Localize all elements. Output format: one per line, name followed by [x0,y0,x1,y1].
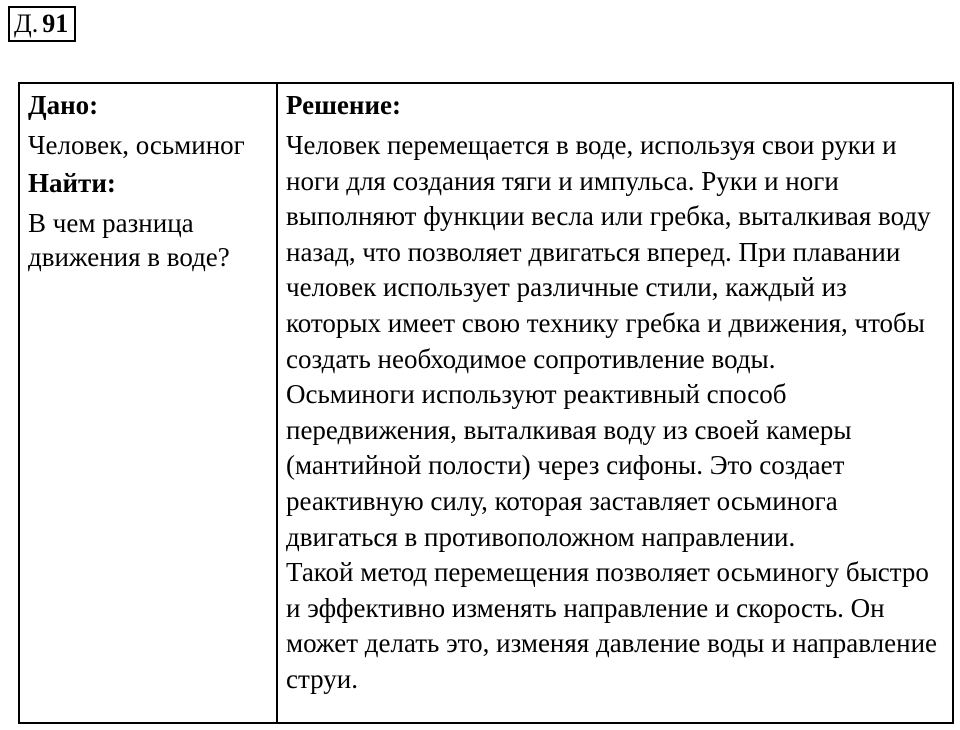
solution-paragraph: Такой метод перемещения позволяет осьминогу быстро и эффективно изменять направление и скорость. Он может делать это, изменяя давление воды и направление струи. [286,557,938,694]
task-prefix: Д. [14,9,39,38]
task-number: 91 [42,9,69,38]
solution-text [286,128,944,698]
given-heading: Дано: [28,90,99,120]
solution-paragraph: Осьминоги используют реактивный способ передвижения, выталкивая воду из своей камеры (мантийной полости) через сифоны. Это создает реактивную силу, которая заставляет осьминога двигаться в противоположном направлении. [286,379,852,552]
task-table [18,82,954,724]
find-heading: Найти: [28,168,116,198]
solution-paragraph: Человек перемещается в воде, используя свои руки и ноги для создания тяги и импульса. Руки и ноги выполняют функции весла или гребка, выталкивая воду назад, что позволяет двигаться вперед. При плавании человек использует различные стили, каждый из которых имеет свою технику гребка и движения, чтобы создать необходимое сопротивление воды. [286,130,931,374]
task-number-label [8,6,76,42]
find-text: В чем разница движения в воде? [28,208,230,272]
solution-heading: Решение: [286,90,401,120]
solution-column [278,84,952,722]
given-column [20,84,278,722]
given-text: Человек, осьминог [28,130,245,160]
